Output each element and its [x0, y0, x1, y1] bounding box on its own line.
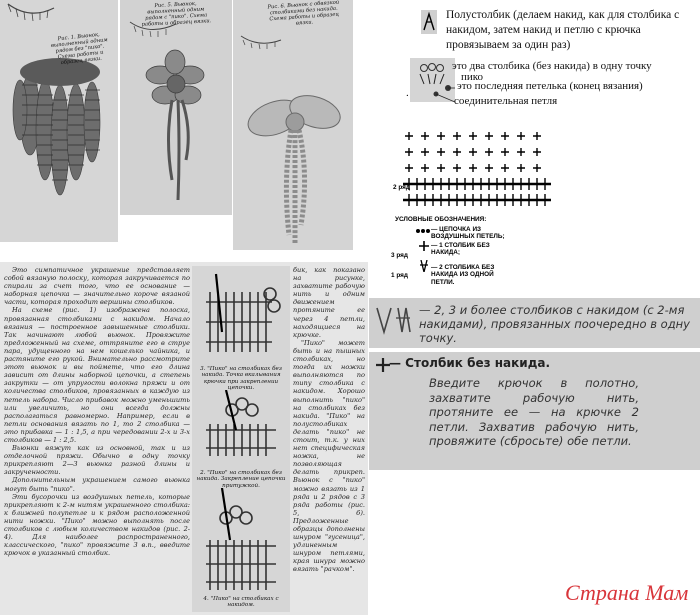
step-drawing-2: [196, 390, 286, 470]
step-4-caption: 4. "Пико" на столбиках с накидом.: [203, 596, 279, 609]
legend-dot: .: [406, 87, 409, 99]
article-right-column: [293, 266, 365, 612]
step-2-caption: 2. "Пико" на столбиках без накида. Закрепление цепочки притужкой.: [196, 470, 286, 489]
fig6-caption: Рис. 6. Вьюнок с обвязкой столбиками без накида. Схема работы и образец вязки.: [267, 0, 340, 27]
article-left-p1: Это симпатичное украшение представляет собой вязаную полоску, которая закручивается по спирали за счет того, что ее основание — наборная цепочка — значительно короче вязаной части, которая проходит вершины столбиков.: [4, 266, 190, 307]
step-drawing-1: [196, 272, 286, 364]
box-sc: [369, 352, 700, 470]
fig5-flower-image: [120, 0, 232, 215]
chain-symbol: [415, 228, 431, 234]
chart-row1-label: 1 ряд: [391, 272, 408, 279]
article-right-p2: "Пико" может быть и на пышных столбиках, но тогда их ножки выполняются по типу столбика с накидом. Хорошо выполнить "пико" на столбиках без накида. "Пико" на полустолбиках делать "пико" не стоит, т.к. у них нет специфическая ножка, не позволяющая делать прикреп. Вьюнок с "пико" можно вязать из 1 ряда и 2 рядов с 3 ряда работы (рис. 5, 6). Предложенные образцы дополнены шнуром "гусеница", удлиненным шнуром петлями, края шнура можно вязать "рачком".: [293, 338, 365, 574]
two-dc-symbol: [419, 260, 429, 272]
dc-together-symbol: [374, 304, 416, 336]
photo-fig6: [233, 0, 353, 250]
box-dc-together: [369, 298, 700, 348]
photo-fig5: [120, 0, 232, 215]
legend-picot: пико: [461, 71, 484, 83]
legend-last-loop: это последняя петелька (конец вязания): [457, 80, 643, 92]
chart-row2-label: 2 ряд: [393, 184, 410, 191]
article-left-p2: На схеме (рис. 1) изображена полоска, провязанная столбиками с накидом. Начало вязания — построенное завышенные столбики. Так начинают любой вьюнок. Провяжите предложенный на схеме, оттряните его в струе пара, удущенного на нем кошелько чайника, и растяните его рукой. Внимательно рассмотрите этот вьюнок и вы поймете, что его длина зависит от длины наборной цепочки, а степень закрутки — от упругости волокна пряжи и от количества столбиков, провязанных в каждую из петель набора. Число прибавок можно уменьшить или увеличить, но они всегда должны располагаться равномерно. Например, если в петли основания вязать по 1, то 2 столбика — это прибавка — 1 : 1,5, а при чередовании 2-х и 3-х столбиков — 1 : 2,5.: [4, 306, 190, 444]
chart-symbol-grid: [403, 128, 553, 218]
fig6-bow-image: [233, 0, 353, 250]
chart-row3-label: 3 ряд: [391, 252, 408, 259]
article-left-column: [4, 266, 190, 612]
crochet-chart: [385, 128, 560, 288]
box-sc-text: Введите крючок в полотно, захватите рабочую нить, протяните ее — на крючке 2 петли. Захватив рабочую нить, провяжите (сбросьте) обе петли.: [429, 376, 639, 448]
article-right-p1: бик, как показано на рисунке, захватите рабочую нить и одним движением протяните ее через 4 петли, находящиеся на крючке.: [293, 266, 365, 339]
fig5-caption: Рис. 5. Вьюнок, выполненный одним рядом с "пико". Схема работы и образец вязки.: [141, 0, 212, 28]
box-sc-title: — Столбик без накида.: [389, 356, 551, 370]
article-scan: [0, 262, 368, 615]
step-illustrations: [192, 266, 290, 612]
legend-half-dc: Полустолбик (делаем накид, как для столбика с накидом, затем накид и петлю с крючка провязываем за один раз): [446, 9, 680, 51]
legend-slip: соединительная петля: [454, 95, 558, 107]
article-left-p3: Вьюнки вяжут как из основной, так и из отделочной пряжи. Обычно в одну точку прикрепляют 2—3 вьюнка разной длины и закрученности.: [4, 444, 190, 477]
chart-legend-title: УСЛОВНЫЕ ОБОЗНАЧЕНИЯ:: [395, 216, 487, 223]
chart-legend-chain: — ЦЕПОЧКА ИЗ ВОЗДУШНЫХ ПЕТЕЛЬ;: [431, 226, 505, 241]
sc-plus-icon: [376, 358, 390, 372]
box-dc-text: — 2, 3 и более столбиков с накидом (с 2-мя накидами), провязанных поочередно в одну точку.: [419, 303, 690, 345]
step-3-caption: 3. "Пико" на столбиках без накида. Точка вкалывания крючка при закреплении цепочки.: [200, 366, 282, 392]
legend-two-sc: это два столбика (без накида) в одну точку: [452, 60, 652, 72]
chart-legend-sc: — 1 СТОЛБИК БЕЗ НАКИДА;: [431, 242, 490, 257]
sc-cross-symbol: [419, 241, 429, 251]
step-drawing-3: [196, 488, 286, 594]
chart-legend-two-dc: — 2 СТОЛБИКА БЕЗ НАКИДА ИЗ ОДНОЙ ПЕТЛИ.: [431, 264, 495, 286]
fig1-caption: Рис. 1. Вьюнок, выполненный одним рядом без "пико". Схема работы и образец вязки.: [50, 31, 109, 67]
article-left-p4: Дополнительным украшением самого вьюнка могут быть "пико".: [4, 476, 190, 493]
half-dc-symbol: [421, 10, 437, 34]
article-left-p5: Эти бусорочки из воздушных петель, которые прикрепляют к 2-м нитям украшенного столбика: к ближней полупетле и к рядом расположенной нити ножки. "Пико" можно выполнять после столбиков с любым количеством накидов (рис. 2-4). Для наиболее распространенного, классического, "пико" провяжите 3 в.п., введите крючок в указанный столбик.: [4, 492, 190, 558]
site-watermark: Страна Мам: [565, 580, 689, 605]
picot-symbol-image: [410, 58, 455, 108]
